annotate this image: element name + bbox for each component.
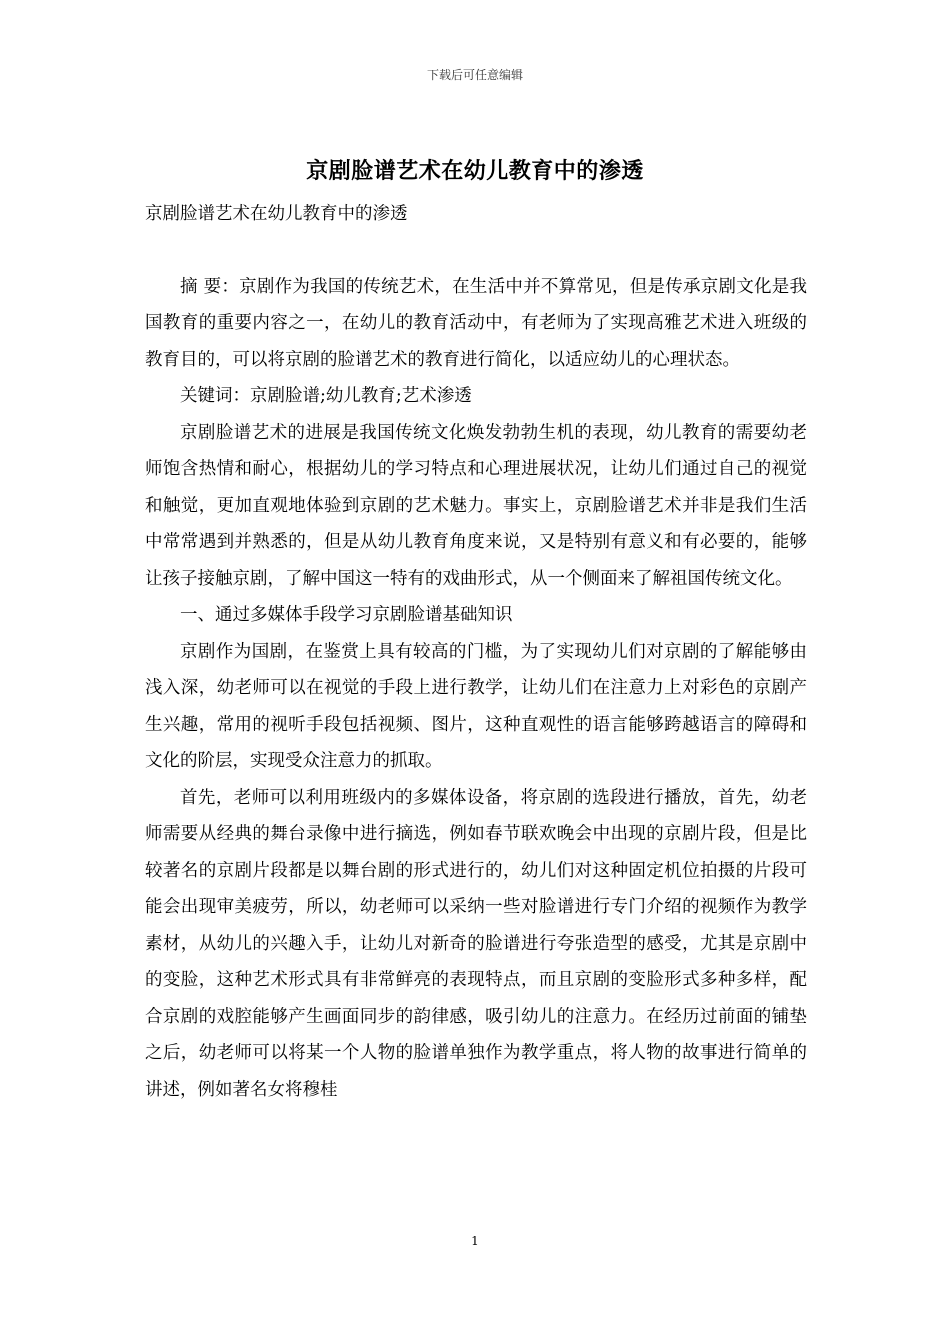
body-paragraph: 首先，老师可以利用班级内的多媒体设备，将京剧的选段进行播放，首先，幼老师需要从经典的舞台录像中进行摘选，例如春节联欢晚会中出现的京剧片段，但是比较著名的京剧片段都是以舞台剧的形式进行的，幼儿们对这种固定机位拍摄的片段可能会出现审美疲劳，所以，幼老师可以采纳一些对脸谱进行专门介绍的视频作为教学素材，从幼儿的兴趣入手，让幼儿对新奇的脸谱进行夸张造型的感受，尤其是京剧中的变脸，这种艺术形式具有非常鲜亮的表现特点，而且京剧的变脸形式多种多样，配合京剧的戏腔能够产生画面同步的韵律感，吸引幼儿的注意力。在经历过前面的铺垫之后，幼老师可以将某一个人物的脸谱单独作为教学重点，将人物的故事进行简单的讲述，例如著名女将穆桂 bbox=[145, 787, 807, 1100]
keywords-paragraph: 关键词：京剧脸谱;幼儿教育;艺术渗透 bbox=[180, 386, 472, 406]
subtitle: 京剧脸谱艺术在幼儿教育中的渗透 bbox=[145, 204, 408, 224]
document-body bbox=[145, 196, 807, 1108]
body-paragraph: 京剧脸谱艺术的进展是我国传统文化焕发勃勃生机的表现，幼儿教育的需要幼老师饱含热情和耐心，根据幼儿的学习特点和心理进展状况，让幼儿们通过自己的视觉和触觉，更加直观地体验到京剧的艺术魅力。事实上，京剧脸谱艺术并非是我们生活中常常遇到并熟悉的，但是从幼儿教育角度来说，又是特别有意义和有必要的，能够让孩子接触京剧，了解中国这一特有的戏曲形式，从一个侧面来了解祖国传统文化。 bbox=[145, 422, 807, 589]
page-number: 1 bbox=[471, 1234, 479, 1248]
body-paragraph: 京剧作为国剧，在鉴赏上具有较高的门槛，为了实现幼儿们对京剧的了解能够由浅入深，幼老师可以在视觉的手段上进行教学，让幼儿们在注意力上对彩色的京剧产生兴趣，常用的视听手段包括视频、图片，这种直观性的语言能够跨越语言的障碍和文化的阶层，实现受众注意力的抓取。 bbox=[145, 641, 807, 771]
abstract-paragraph: 摘 要：京剧作为我国的传统艺术，在生活中并不算常见，但是传承京剧文化是我国教育的重要内容之一，在幼儿的教育活动中，有老师为了实现高雅艺术进入班级的教育目的，可以将京剧的脸谱艺术的教育进行简化，以适应幼儿的心理状态。 bbox=[145, 276, 807, 370]
section-heading: 一、通过多媒体手段学习京剧脸谱基础知识 bbox=[180, 605, 513, 625]
header-note: 下载后可任意编辑 bbox=[426, 68, 523, 82]
document-title: 京剧脸谱艺术在幼儿教育中的渗透 bbox=[306, 158, 644, 184]
